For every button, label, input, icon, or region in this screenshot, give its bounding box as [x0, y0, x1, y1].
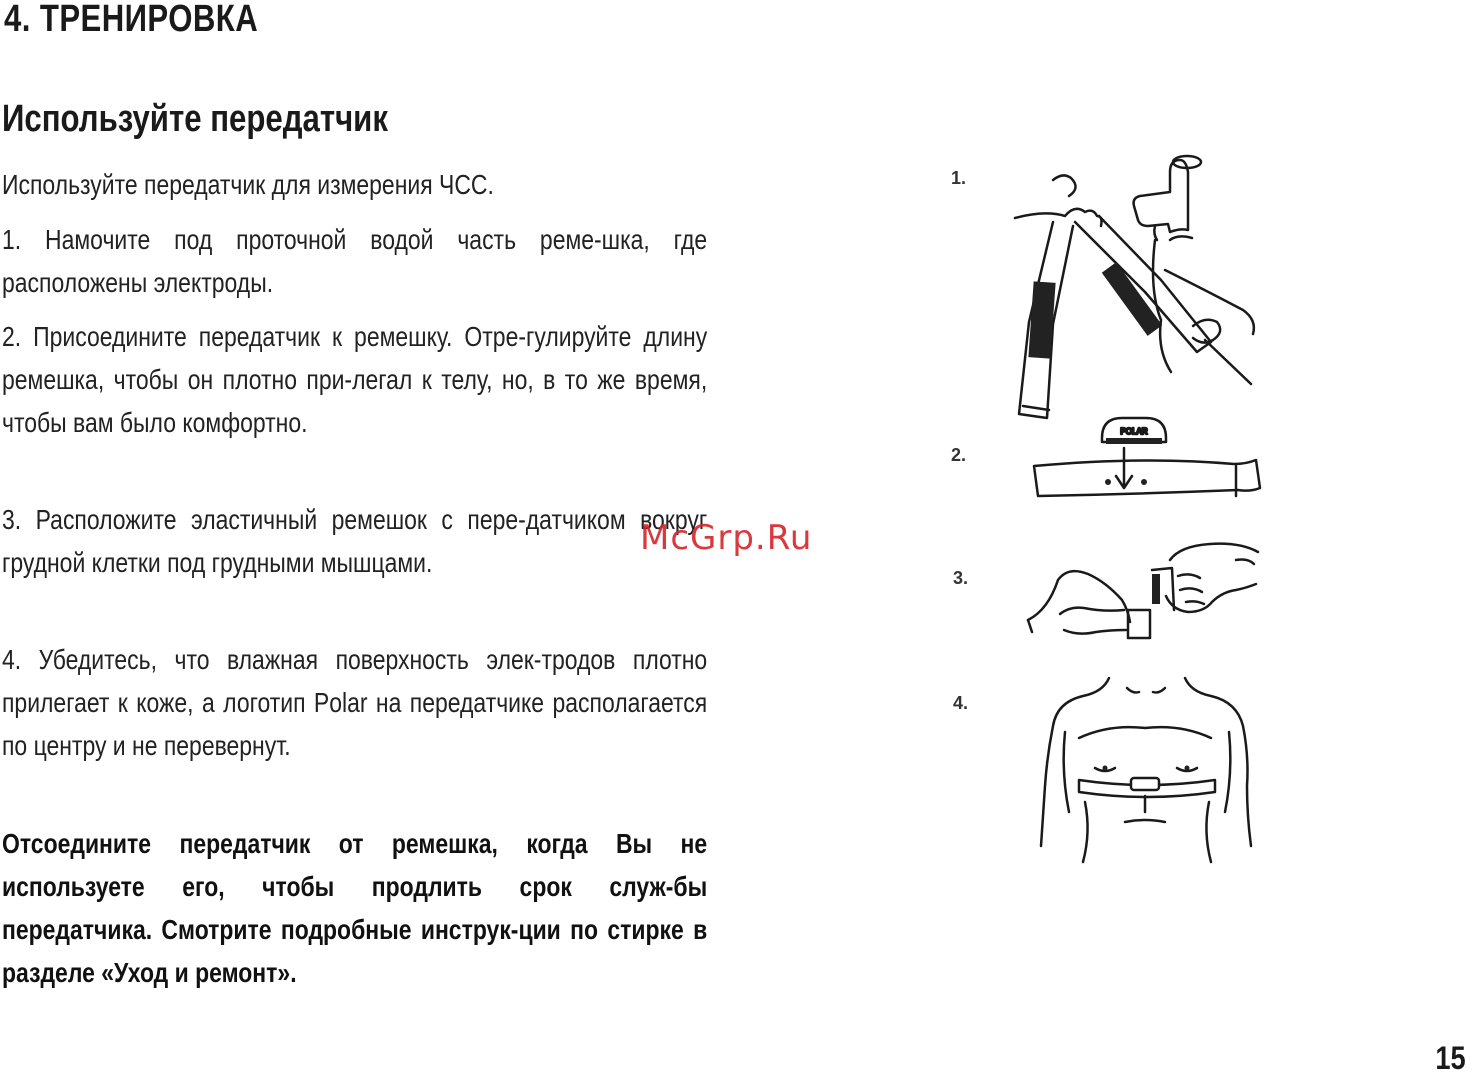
- watermark: McGrp.Ru: [640, 518, 813, 558]
- step-4-text: 4. Убедитесь, что влажная поверхность элек-тродов плотно прилегает к коже, а логотип Polar на передатчике располагается по центру и не перевернут.: [2, 644, 708, 761]
- page-number: 15: [1435, 1040, 1466, 1076]
- attach-transmitter-illustration: [1030, 408, 1270, 508]
- wet-strap-illustration: [1005, 150, 1265, 430]
- subtitle: Используйте передатчик: [2, 98, 388, 140]
- step-2-text: 2. Присоедините передатчик к ремешку. Отре-гулируйте длину ремешка, чтобы он плотно при-легал к телу, но, в то же время, чтобы вам было комфортно.: [2, 321, 708, 438]
- illustration-label-3: 3.: [953, 568, 969, 588]
- illustration-label-1: 1.: [951, 168, 967, 188]
- section-title: 4. ТРЕНИРОВКА: [4, 0, 259, 40]
- intro-paragraph: Используйте передатчик для измерения ЧСС.: [2, 169, 494, 200]
- illustration-label-2: 2.: [951, 445, 967, 465]
- step-1-text: 1. Намочите под проточной водой часть реме-шка, где расположены электроды.: [2, 224, 708, 298]
- torso-strap-illustration: [1035, 672, 1260, 872]
- adjust-strap-illustration: [1020, 540, 1270, 650]
- care-note: Отсоедините передатчик от ремешка, когда Вы не используете его, чтобы продлить срок служ-бы передатчика. Смотрите подробные инструк-ции по стирке в разделе «Уход и ремонт».: [2, 828, 708, 988]
- illustration-label-4: 4.: [953, 693, 969, 713]
- step-3-text: 3. Расположите эластичный ремешок с пере-датчиком вокруг грудной клетки под грудными мышцами.: [2, 504, 708, 578]
- transmitter-logo: POLAR: [1120, 427, 1148, 436]
